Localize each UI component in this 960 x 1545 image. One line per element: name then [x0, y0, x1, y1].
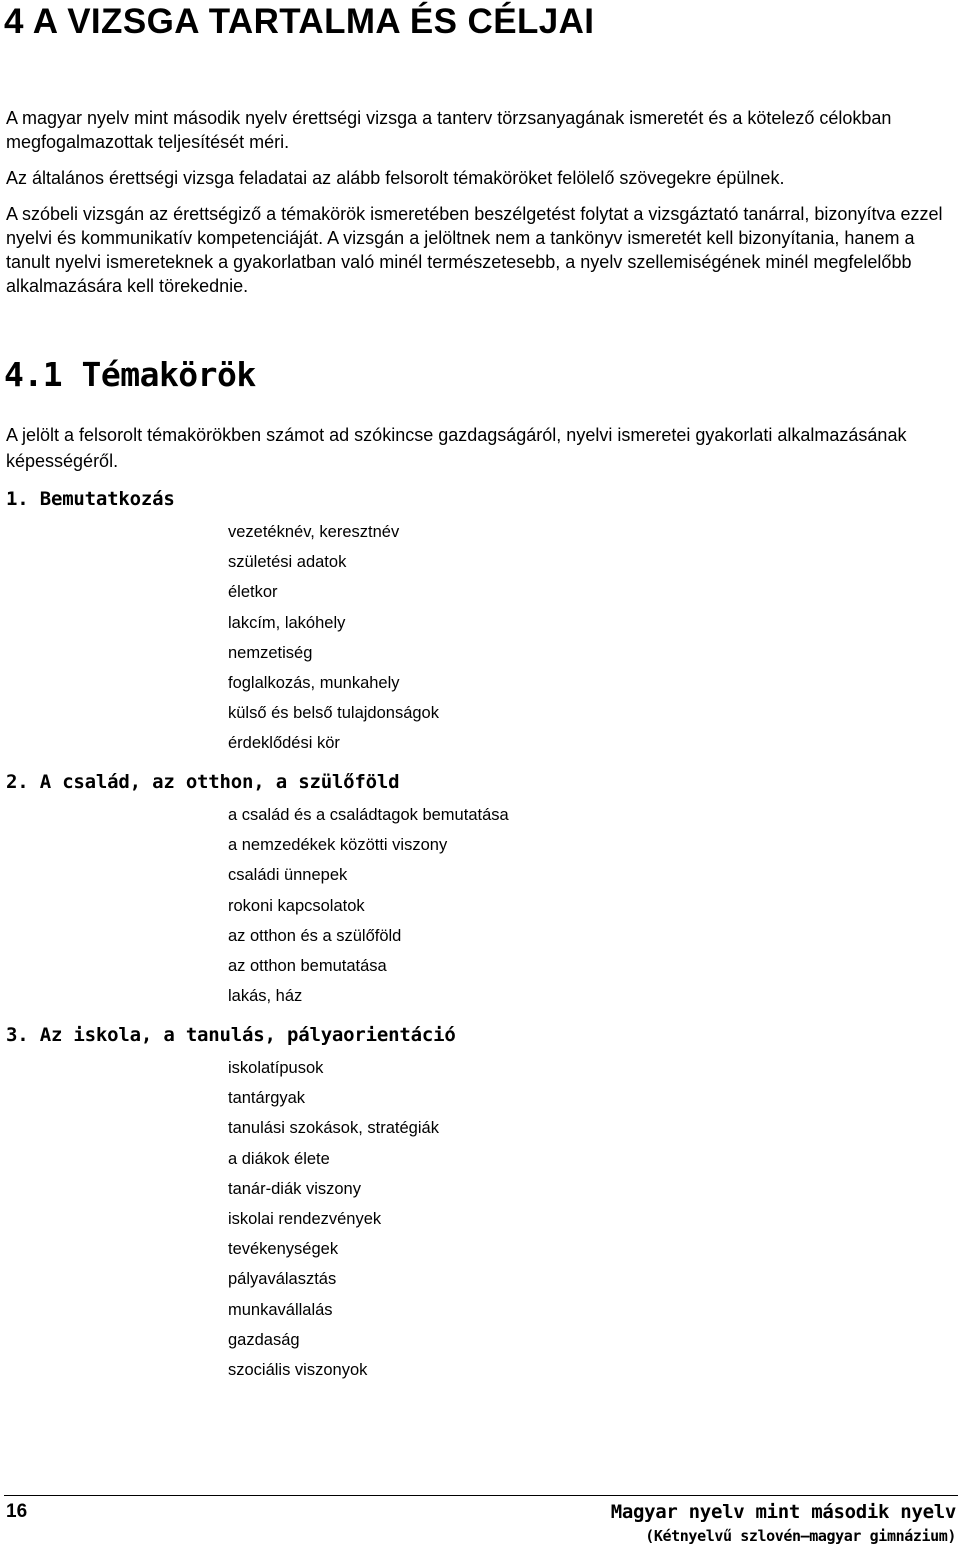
list-item: életkor	[228, 583, 278, 602]
list-item: lakás, ház	[228, 987, 303, 1006]
page-title: 4 A VIZSGA TARTALMA ÉS CÉLJAI	[4, 2, 595, 41]
list-item: iskolatípusok	[228, 1059, 324, 1077]
topic-items-list	[228, 1053, 439, 1385]
section-title: 4.1 Témakörök	[4, 355, 256, 394]
list-item: külső és belső tulajdonságok	[228, 704, 439, 723]
topic-items-list	[228, 800, 509, 1011]
list-item: a diákok élete	[228, 1149, 330, 1168]
list-item: az otthon bemutatása	[228, 956, 387, 975]
section-intro: A jelölt a felsorolt témakörökben számot ad szókincse gazdagságáról, nyelvi ismeretei gyakorlati alkalmazásának képességéről.	[6, 425, 907, 471]
topic-title: 3. Az iskola, a tanulás, pályaorientáció	[6, 1024, 456, 1046]
topic-title: 2. A család, az otthon, a szülőföld	[6, 771, 400, 793]
topic-items-list	[228, 517, 439, 759]
list-item: gazdaság	[228, 1330, 300, 1349]
list-item: tantárgyak	[228, 1089, 306, 1108]
page-number: 16	[6, 1501, 28, 1522]
topic-title: 1. Bemutatkozás	[6, 488, 175, 510]
footer-subtitle: (Kétnyelvű szlovén–magyar gimnázium)	[645, 1527, 956, 1545]
footer-divider	[4, 1495, 958, 1496]
list-item: szociális viszonyok	[228, 1360, 368, 1379]
list-item: munkavállalás	[228, 1300, 333, 1319]
list-item: rokoni kapcsolatok	[228, 896, 365, 915]
footer-title: Magyar nyelv mint második nyelv	[610, 1501, 956, 1523]
list-item: tanár-diák viszony	[228, 1179, 361, 1198]
list-item: nemzetiség	[228, 643, 313, 662]
list-item: születési adatok	[228, 553, 347, 572]
list-item: családi ünnepek	[228, 866, 348, 885]
list-item: tanulási szokások, stratégiák	[228, 1119, 439, 1138]
list-item: érdeklődési kör	[228, 734, 340, 753]
list-item: pályaválasztás	[228, 1270, 337, 1289]
list-item: az otthon és a szülőföld	[228, 926, 402, 945]
list-item: lakcím, lakóhely	[228, 613, 346, 632]
list-item: iskolai rendezvények	[228, 1209, 382, 1228]
list-item: tevékenységek	[228, 1240, 339, 1259]
list-item: a család és a családtagok bemutatása	[228, 806, 509, 824]
list-item: foglalkozás, munkahely	[228, 673, 400, 692]
list-item: vezetéknév, keresztnév	[228, 523, 400, 541]
list-item: a nemzedékek közötti viszony	[228, 836, 448, 855]
intro-paragraph: Az általános érettségi vizsga feladatai az alább felsorolt témaköröket felölelő szövegekre épülnek.	[6, 168, 785, 188]
intro-paragraph: A magyar nyelv mint második nyelv érettségi vizsga a tanterv törzsanyagának ismeretét és a kötelező célokban megfogalmazottak teljesítését méri.	[6, 108, 892, 152]
intro-paragraph: A szóbeli vizsgán az érettségiző a témakörök ismeretében beszélgetést folytat a vizsgáztató tanárral, bizonyítva ezzel nyelvi és kommunikatív kompetenciáját. A vizsgán a jelöltnek nem a tankönyv ismeretét kell bizonyítania, hanem a tanult nyelvi ismereteknek a gyakorlatban való minél természetesebb, a nyelv szellemiségének minél megfelelőbb alkalmazására kell törekednie.	[6, 204, 943, 296]
